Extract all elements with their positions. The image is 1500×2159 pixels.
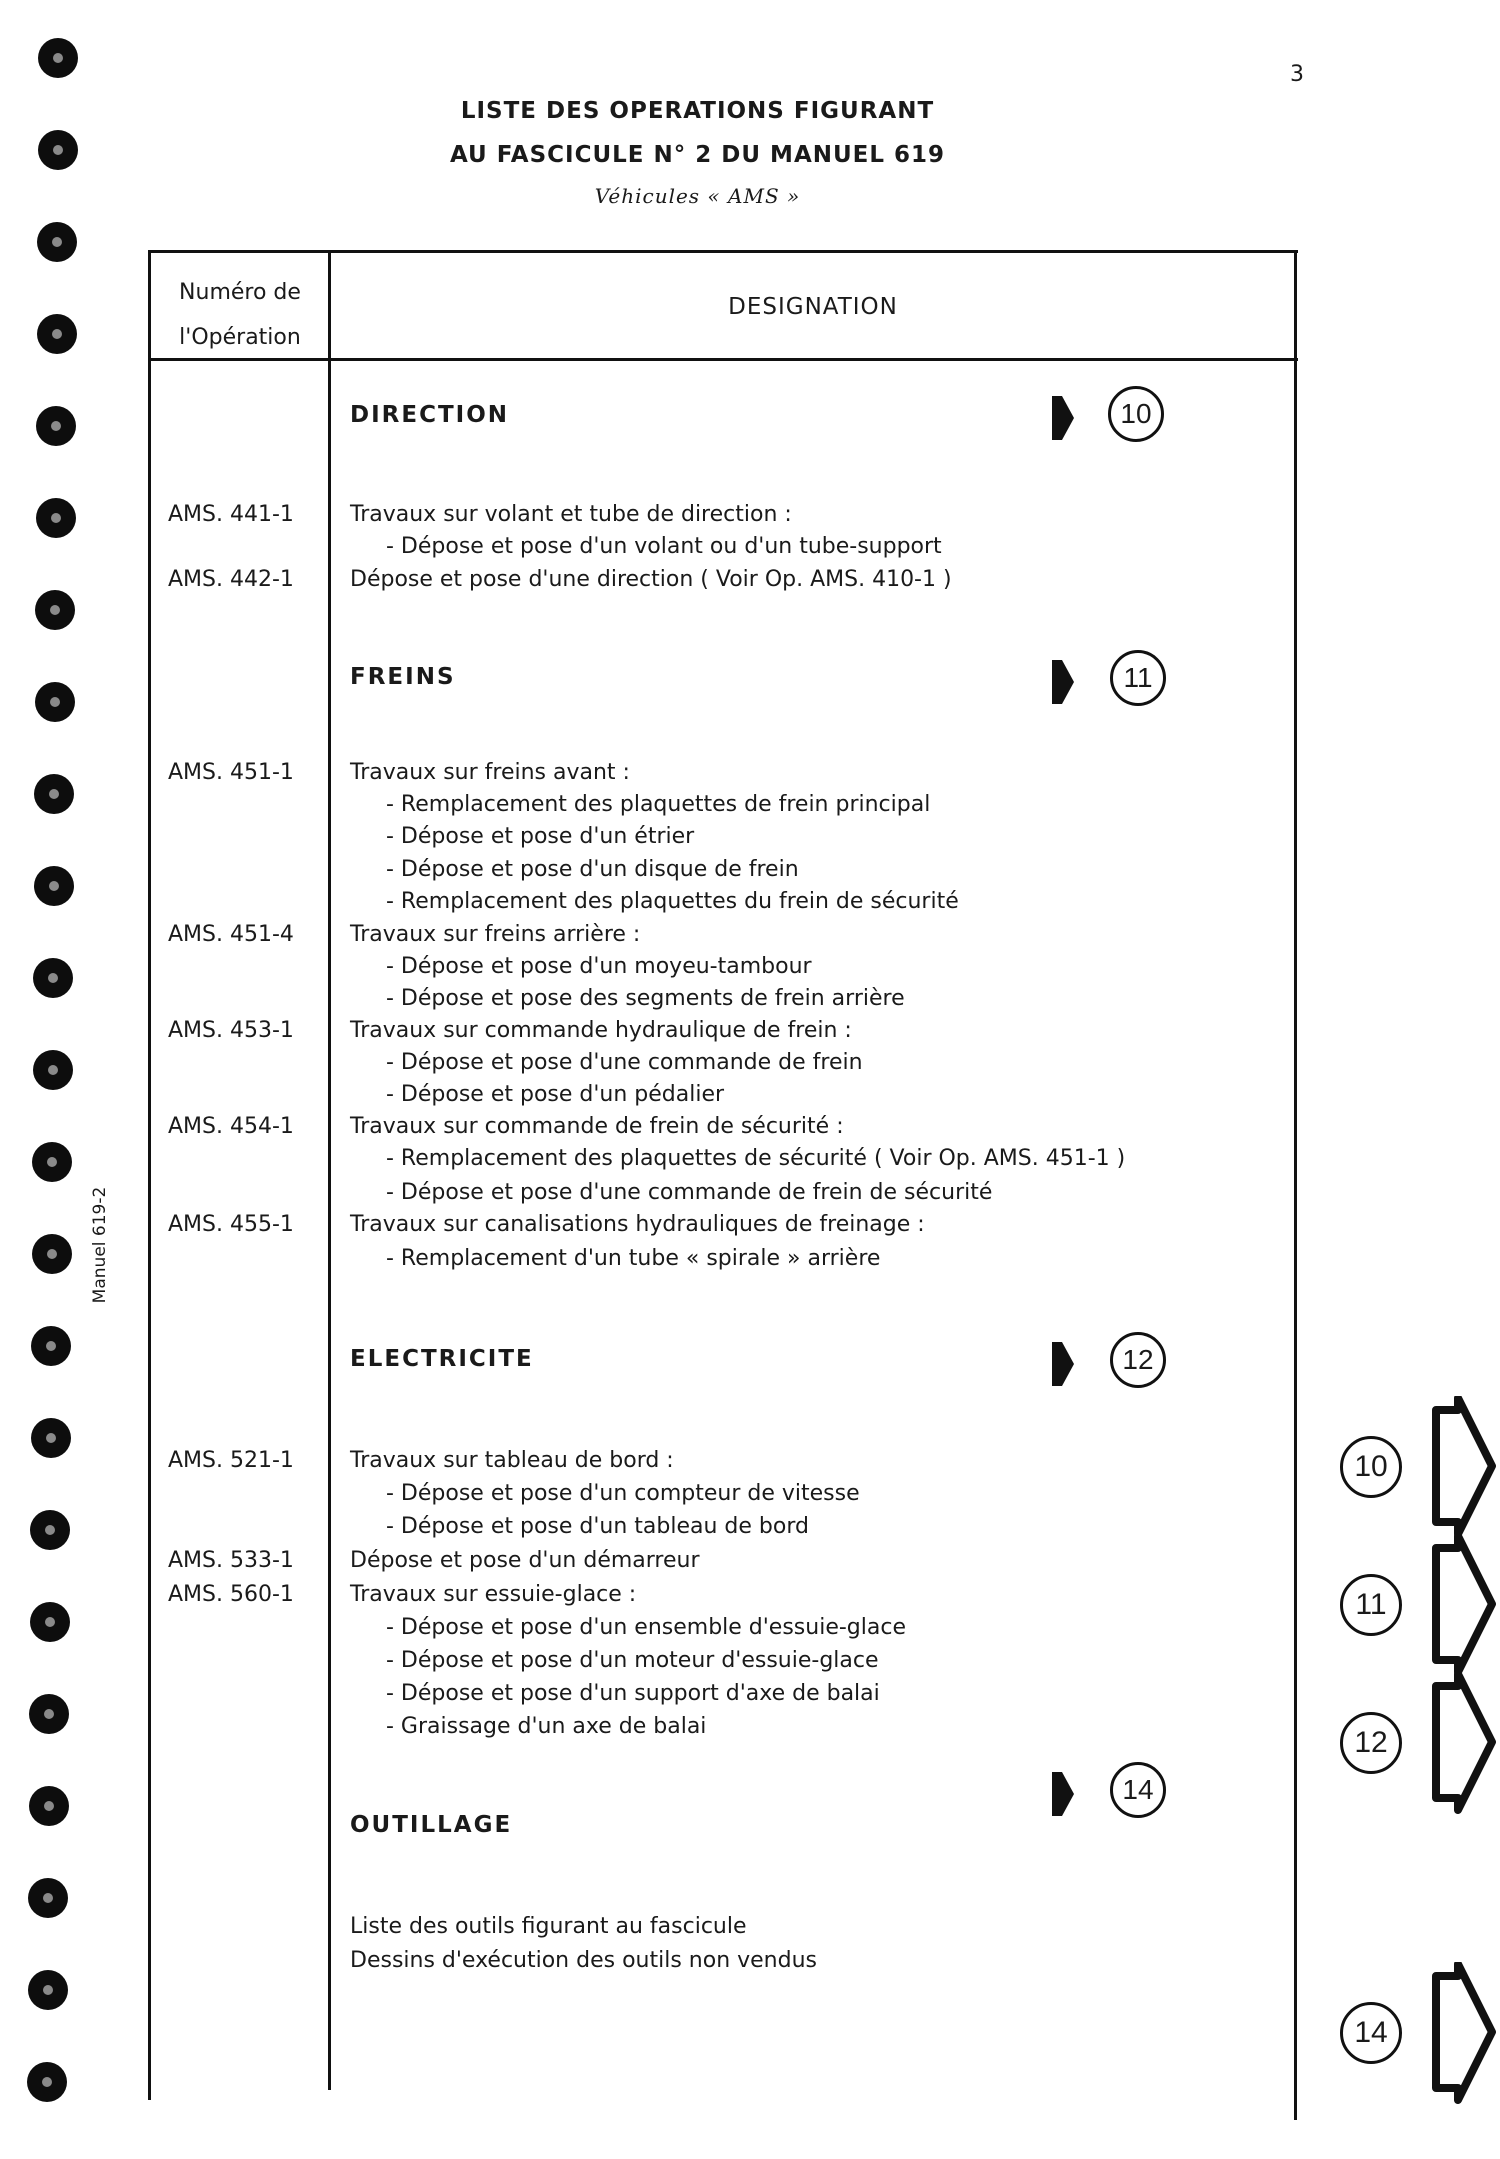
designation-line: - Dépose et pose d'un support d'axe de balai xyxy=(386,1681,880,1706)
binder-hole xyxy=(29,1786,69,1826)
tab-arrow-icon xyxy=(1428,1962,1498,2104)
binder-hole xyxy=(33,958,73,998)
binder-hole xyxy=(28,1878,68,1918)
designation-line: - Remplacement des plaquettes de frein principal xyxy=(386,792,931,817)
tab-page-number: 10 xyxy=(1340,1436,1402,1498)
binder-hole xyxy=(36,406,76,446)
operation-code: AMS. 533-1 xyxy=(168,1548,294,1573)
tab-arrow-icon xyxy=(1428,1672,1498,1814)
arrow-right-icon xyxy=(1048,1768,1076,1820)
designation-line: - Dépose et pose d'un ensemble d'essuie-glace xyxy=(386,1615,906,1640)
binder-hole xyxy=(27,2062,67,2102)
operation-code: AMS. 560-1 xyxy=(168,1582,294,1607)
tab-page-number: 14 xyxy=(1340,2002,1402,2064)
ref-page-number: 14 xyxy=(1110,1762,1166,1818)
binder-hole xyxy=(29,1694,69,1734)
designation-line: - Dépose et pose d'un disque de frein xyxy=(386,857,799,882)
operation-code: AMS. 455-1 xyxy=(168,1212,294,1237)
section-heading-direction: DIRECTION xyxy=(350,402,509,428)
designation-line: Dépose et pose d'une direction ( Voir Op. AMS. 410-1 ) xyxy=(350,567,952,592)
binder-hole xyxy=(30,1602,70,1642)
table-right-border xyxy=(1294,250,1297,2120)
column-header-number-line1: Numéro de xyxy=(179,280,301,305)
page-title-line1: LISTE DES OPERATIONS FIGURANT xyxy=(460,98,935,124)
designation-line: Travaux sur tableau de bord : xyxy=(350,1448,674,1473)
column-header-number xyxy=(150,270,330,360)
column-header-designation: DESIGNATION xyxy=(728,294,898,320)
designation-line: - Dépose et pose d'un volant ou d'un tube-support xyxy=(386,534,942,559)
arrow-right-icon xyxy=(1048,1338,1076,1390)
designation-line: - Dépose et pose d'un moyeu-tambour xyxy=(386,954,812,979)
binder-hole xyxy=(32,1234,72,1274)
ref-page-number: 10 xyxy=(1108,386,1164,442)
operation-code: AMS. 451-1 xyxy=(168,760,294,785)
designation-line: Dessins d'exécution des outils non vendus xyxy=(350,1948,817,1973)
table-left-border xyxy=(148,250,151,2100)
designation-line: Travaux sur commande de frein de sécurité : xyxy=(350,1114,844,1139)
designation-line: Liste des outils figurant au fascicule xyxy=(350,1914,747,1939)
binder-hole xyxy=(31,1326,71,1366)
operation-code: AMS. 451-4 xyxy=(168,922,294,947)
arrow-right-icon xyxy=(1048,392,1076,444)
binder-hole xyxy=(37,222,77,262)
section-heading-outillage: OUTILLAGE xyxy=(350,1812,513,1838)
manual-side-label: Manuel 619-2 xyxy=(90,1186,110,1304)
table-column-divider xyxy=(328,250,331,2090)
tab-page-number: 11 xyxy=(1340,1574,1402,1636)
designation-line: Travaux sur volant et tube de direction : xyxy=(350,502,792,527)
designation-line: - Dépose et pose des segments de frein arrière xyxy=(386,986,905,1011)
designation-line: - Dépose et pose d'une commande de frein de sécurité xyxy=(386,1180,993,1205)
designation-line: - Remplacement des plaquettes de sécurité ( Voir Op. AMS. 451-1 ) xyxy=(386,1146,1126,1171)
designation-line: Travaux sur canalisations hydrauliques de freinage : xyxy=(350,1212,925,1237)
binder-hole xyxy=(36,498,76,538)
designation-line: - Dépose et pose d'un compteur de vitesse xyxy=(386,1481,860,1506)
binder-hole xyxy=(35,682,75,722)
designation-line: Travaux sur freins arrière : xyxy=(350,922,641,947)
tab-page-number: 12 xyxy=(1340,1712,1402,1774)
binder-hole xyxy=(37,314,77,354)
designation-line: - Remplacement des plaquettes du frein de sécurité xyxy=(386,889,959,914)
binder-hole xyxy=(33,1050,73,1090)
designation-line: Travaux sur commande hydraulique de frein : xyxy=(350,1018,852,1043)
operation-code: AMS. 442-1 xyxy=(168,567,294,592)
binder-hole xyxy=(31,1418,71,1458)
designation-line: - Dépose et pose d'une commande de frein xyxy=(386,1050,863,1075)
designation-line: Dépose et pose d'un démarreur xyxy=(350,1548,700,1573)
operation-code: AMS. 454-1 xyxy=(168,1114,294,1139)
tab-arrow-icon xyxy=(1428,1396,1498,1538)
page-number: 3 xyxy=(1290,62,1304,87)
operation-code: AMS. 453-1 xyxy=(168,1018,294,1043)
designation-line: - Dépose et pose d'un tableau de bord xyxy=(386,1514,809,1539)
binder-hole xyxy=(34,774,74,814)
designation-line: - Remplacement d'un tube « spirale » arrière xyxy=(386,1246,881,1271)
designation-line: Travaux sur freins avant : xyxy=(350,760,630,785)
designation-line: - Dépose et pose d'un étrier xyxy=(386,824,695,849)
page-title-line2: AU FASCICULE N° 2 DU MANUEL 619 xyxy=(449,142,946,168)
arrow-right-icon xyxy=(1048,656,1076,708)
ref-page-number: 12 xyxy=(1110,1332,1166,1388)
column-header-number-line2: l'Opération xyxy=(179,325,301,350)
designation-line: - Dépose et pose d'un pédalier xyxy=(386,1082,725,1107)
table-top-border xyxy=(148,250,1298,253)
tab-arrow-icon xyxy=(1428,1534,1498,1676)
binder-hole xyxy=(35,590,75,630)
designation-line: - Dépose et pose d'un moteur d'essuie-glace xyxy=(386,1648,879,1673)
ref-page-number: 11 xyxy=(1110,650,1166,706)
designation-line: Travaux sur essuie-glace : xyxy=(350,1582,637,1607)
binder-hole xyxy=(28,1970,68,2010)
operation-code: AMS. 441-1 xyxy=(168,502,294,527)
binder-hole xyxy=(34,866,74,906)
binder-hole xyxy=(32,1142,72,1182)
designation-line: - Graissage d'un axe de balai xyxy=(386,1714,707,1739)
binder-hole xyxy=(30,1510,70,1550)
binder-hole xyxy=(38,38,78,78)
section-heading-freins: FREINS xyxy=(350,664,456,690)
operation-code: AMS. 521-1 xyxy=(168,1448,294,1473)
page-subtitle: Véhicules « AMS » xyxy=(594,184,801,208)
section-heading-electricite: ELECTRICITE xyxy=(350,1346,534,1372)
